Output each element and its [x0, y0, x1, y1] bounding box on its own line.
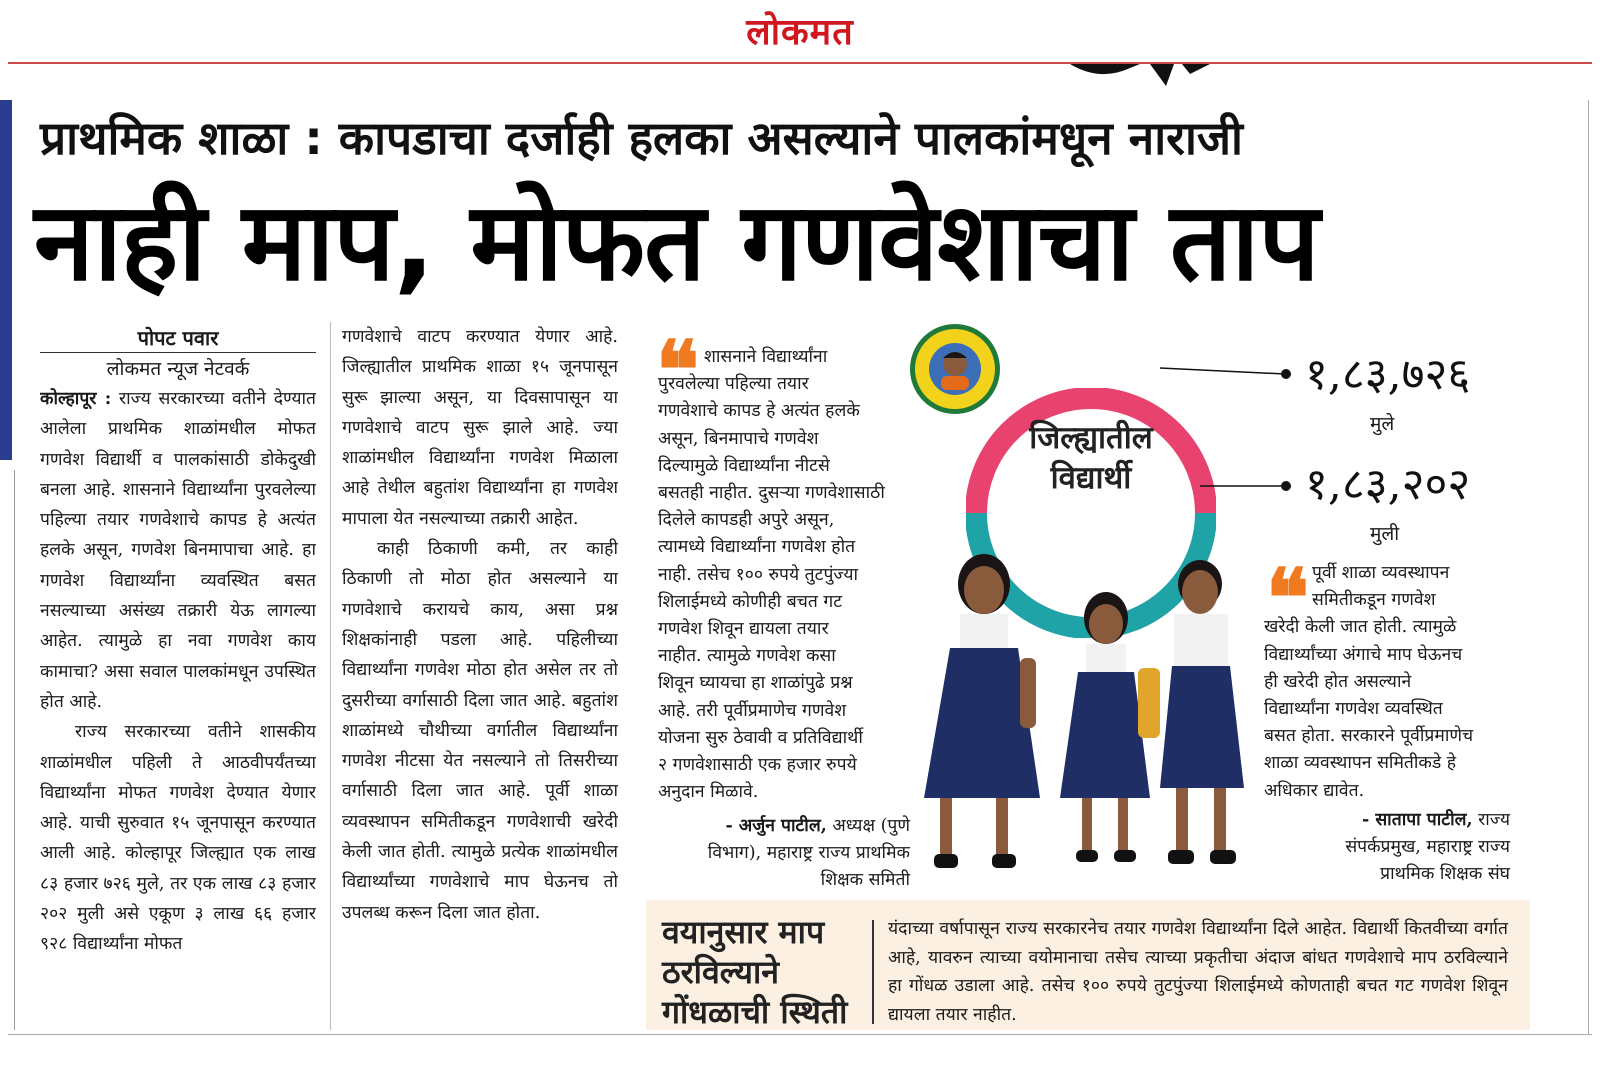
article-paragraph: [40, 384, 316, 717]
students-photo: [910, 548, 1260, 888]
article-column-1: [40, 384, 316, 1030]
box-title-line: वयानुसार माप: [662, 913, 825, 951]
column-separator: [330, 322, 331, 1030]
quote-line: ही खरेदी होत असल्याने: [1264, 671, 1412, 692]
page-right-border: [1588, 100, 1589, 1035]
quote-author-role: विभाग), महाराष्ट्र राज्य प्राथमिक: [707, 843, 910, 863]
box-title-line: ठरविल्याने: [662, 953, 779, 991]
quote-line: त्यामध्ये विद्यार्थ्यांना गणवेश होत: [658, 537, 856, 558]
quote-line: आहे. तरी पूर्वीप्रमाणेच गणवेश: [658, 700, 847, 721]
article-column-2: [342, 322, 618, 1030]
main-headline: नाही माप, मोफत गणवेशाचा ताप: [34, 180, 1319, 305]
byline-organization: लोकमत न्यूज नेटवर्क: [106, 358, 250, 380]
quote-line: विद्यार्थ्यांच्या अंगाचे माप घेऊनच: [1264, 644, 1463, 665]
quote-line: गणवेश शिवून द्यायला तयार: [658, 619, 829, 640]
quote-line: बसत होता. सरकारने पूर्वीप्रमाणेच: [1264, 726, 1474, 747]
dateline: कोल्हापूर :: [40, 389, 112, 409]
quote-line: खरेदी केली जात होती. त्यामुळे: [1264, 617, 1457, 638]
quote-author-role: शिक्षक समिती: [820, 870, 910, 890]
boys-label: मुले: [1370, 413, 1395, 435]
box-title-line: गोंधळाची स्थिती: [662, 993, 848, 1031]
kicker-headline: प्राथमिक शाळा : कापडाचा दर्जाही हलका असल्याने पालकांमधून नाराजी: [40, 111, 1243, 165]
student-figure: [1060, 592, 1160, 862]
quote-line: शाळा व्यवस्थापन समितीकडे हे: [1264, 753, 1457, 774]
sidebar-box-text: यंदाच्या वर्षापासून राज्य सरकारनेच तयार गणवेश विद्यार्थ्यांना दिले आहेत. विद्यार्थी कितवीच्या वर्गात आहे, यावरुन त्याच्या वयोमानाचा तसेच त्याच्या प्रकृतीचा अंदाज बांधत गणवेशाचे माप ठरविल्याने हा गोंधळ उडाला आहे. तसेच १०० रुपये तुटपुंज्या शिलाईमध्ये कोणताही बचत गट गणवेश शिवून द्यायला तयार नाहीत.: [888, 919, 1508, 1025]
quote-line: २ गणवेशासाठी एक हजार रुपये: [658, 755, 857, 776]
box-separator: [872, 920, 874, 1024]
watermark-badge: [908, 322, 1002, 416]
pull-quote-1: [658, 344, 930, 806]
pull-quote-2: [1264, 551, 1514, 805]
byline-rule: [40, 352, 316, 353]
quote-author-role: प्राथमिक शिक्षक संघ: [1380, 864, 1510, 884]
page-edge-strip: [0, 100, 12, 460]
byline-author: पोपट पवार: [137, 326, 219, 350]
quote-author-role: राज्य: [1472, 810, 1510, 830]
quote-line: पूर्वी शाळा व्यवस्थापन: [1312, 563, 1450, 583]
paragraph-text: राज्य सरकारच्या वतीने देण्यात आलेला प्राथमिक शाळांमधील मोफत गणवेश विद्यार्थी व पालकांसाठी डोकेदुखी बनला आहे. शासनाने विद्यार्थ्यांना पुरवलेल्या पहिल्या तयार गणवेशाचे कापड हे अत्यंत हलके असून, गणवेश बिनमापाचा आहे. हा गणवेश विद्यार्थ्यांना व्यवस्थित बसत नसल्याच्या असंख्य तक्रारी येऊ लागल्या आहेत. त्यामुळे हा नवा गणवेश काय कामाचा? असा सवाल पालकांमधून उपस्थित होत आहे.: [40, 389, 316, 712]
masthead-rule: [8, 62, 1592, 64]
adjacent-column-edge: [0, 470, 15, 1030]
quote-author-role: अध्यक्ष (पुणे: [826, 816, 910, 836]
infographic-label-line: विद्यार्थी: [1050, 460, 1132, 496]
quote-line: असून, बिनमापाचे गणवेश: [658, 428, 819, 449]
sidebar-box-title: [662, 912, 862, 1032]
quote-line: शिवून घ्यायचा हा शाळांपुढे प्रश्न: [658, 673, 853, 694]
quote-attribution-2: [1264, 807, 1510, 888]
newspaper-logo: लोकमत: [746, 11, 854, 53]
quote-line: शासनाने विद्यार्थ्यांना: [704, 347, 828, 367]
quote-line: नाहीत. त्यामुळे गणवेश कसा: [658, 646, 836, 667]
quote-line: दिलेले कापडही अपुरे असून,: [658, 510, 835, 531]
quote-mark-icon: ❝: [1266, 551, 1310, 645]
quote-line: अधिकार द्यावेत.: [1264, 780, 1365, 801]
quote-line: समितीकडून गणवेश: [1312, 590, 1436, 611]
quote-mark-icon: ❝: [656, 323, 700, 417]
article-paragraph: काही ठिकाणी कमी, तर काही ठिकाणी तो मोठा होत असल्याने या गणवेशाचे करायचे काय, असा प्रश्न शिक्षकांनाही पडला आहे. पहिलीच्या विद्यार्थ्यांना गणवेश मोठा होत असेल तर तो दुसरीच्या वर्गासाठी दिला जात आहे. बहुतांश शाळांमध्ये चौथीच्या वर्गातील विद्यार्थ्यांना गणवेश नीटसा येत नसल्याने तो तिसरीच्या वर्गासाठी दिला जात आहे. पूर्वी शाळा व्यवस्थापन समितीकडून गणवेशाची खरेदी केली जात होती. त्यामुळे प्रत्येक शाळांमधील विद्यार्थ्यांच्या गणवेशाचे माप घेऊनच तो उपलब्ध करून दिला जात होता.: [342, 539, 618, 923]
article-paragraph: राज्य सरकारच्या वतीने शासकीय शाळांमधील पहिली ते आठवीपर्यंतच्या विद्यार्थ्यांना मोफत गणवेश देण्यात येणार आहे. याची सुरुवात १५ जूनपासून करण्यात आली आहे. कोल्हापूर जिल्ह्यात एक लाख ८३ हजार ७२६ मुले, तर एक लाख ८३ हजार २०२ मुली असे एकूण ३ लाख ६६ हजार ९२८ विद्यार्थ्यांना मोफत: [40, 722, 316, 955]
article-paragraph: गणवेशाचे वाटप करण्यात येणार आहे. जिल्ह्यातील प्राथमिक शाळा १५ जूनपासून सुरू झाल्या असून, या दिवसापासून या गणवेशाचे वाटप सुरू झाले आहे. ज्या शाळांमधील विद्यार्थ्यांना गणवेश मिळाला आहे तेथील बहुतांश विद्यार्थ्यांना हा गणवेश मापाला येत नसल्याच्या तक्रारी आहेत.: [342, 327, 618, 529]
quote-line: अनुदान मिळावे.: [658, 782, 759, 803]
boys-count: १,८३,७२६: [1305, 349, 1471, 400]
quote-author-role: संपर्कप्रमुख, महाराष्ट्र राज्य: [1345, 837, 1510, 857]
quote-line: पुरवलेल्या पहिल्या तयार: [658, 374, 809, 395]
leader-lines: [1150, 360, 1310, 500]
infographic-label-line: जिल्ह्यातील: [1029, 420, 1153, 456]
quote-author: - सातापा पाटील,: [1362, 810, 1473, 830]
girls-count: १,८३,२०२: [1305, 459, 1471, 510]
student-figure: [924, 554, 1040, 868]
quote-line: योजना सुरु ठेवावी व प्रतिविद्यार्थी: [658, 727, 863, 748]
student-figure: [1160, 560, 1244, 864]
quote-line: गणवेशाचे कापड हे अत्यंत हलके: [658, 401, 860, 422]
quote-line: बसतही नाहीत. दुसऱ्या गणवेशासाठी: [658, 483, 885, 504]
quote-attribution-1: [658, 813, 910, 894]
page-bottom-border: [8, 1034, 1592, 1035]
quote-author: - अर्जुन पाटील,: [725, 816, 827, 836]
quote-line: दिल्यामुळे विद्यार्थ्यांना नीटसे: [658, 455, 830, 476]
decorative-shape: [1070, 64, 1210, 86]
girls-label: मुली: [1370, 523, 1400, 545]
quote-line: विद्यार्थ्यांना गणवेश व्यवस्थित: [1264, 699, 1443, 720]
quote-line: नाही. तसेच १०० रुपये तुटपुंज्या: [658, 564, 859, 585]
quote-line: शिलाईमध्ये कोणीही बचत गट: [658, 591, 843, 612]
